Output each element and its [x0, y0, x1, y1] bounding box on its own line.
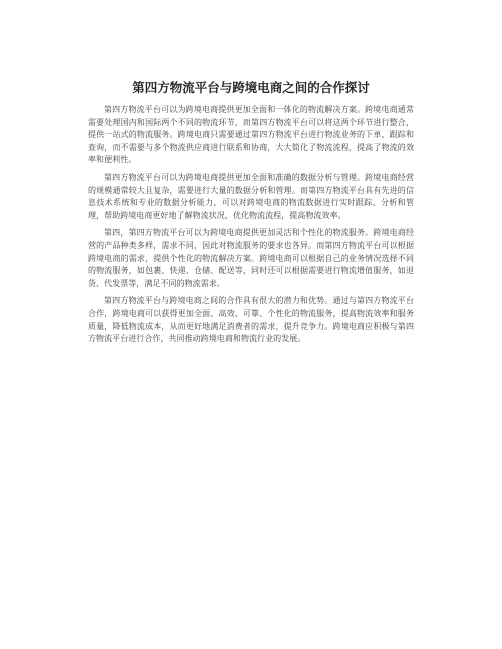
document-title: 第四方物流平台与跨境电商之间的合作探讨: [132, 80, 370, 95]
paragraph-3: 第四，第四方物流平台可以为跨境电商提供更加灵活和个性化的物流服务。跨境电商经营的产品种类多样，需求不同，因此对物流服务的要求也各异。而第四方物流平台可以根据跨境电商的需求，提供个性化的物流解决方案。跨境电商可以根据自己的业务情况选择不同的物流服务，如包裹、快递、仓储、配送等，同时还可以根据需要进行物流增值服务，如退货、代发票等，满足不同的物流需求。: [88, 228, 414, 288]
paragraph-4: 第四方物流平台与跨境电商之间的合作具有很大的潜力和优势。通过与第四方物流平台合作，跨境电商可以获得更加全面、高效、可靠、个性化的物流服务，提高物流效率和服务质量，降低物流成本，从而更好地满足消费者的需求，提升竞争力。跨境电商应积极与第四方物流平台进行合作，共同推动跨境电商和物流行业的发展。: [88, 296, 414, 344]
paragraph-1: 第四方物流平台可以为跨境电商提供更加全面和一体化的物流解决方案。跨境电商通常需要处理国内和国际两个不同的物流环节，而第四方物流平台可以将这两个环节进行整合，提供一站式的物流服务。跨境电商只需要通过第四方物流平台进行物流业务的下单、跟踪和查询，而不需要与多个物流供应商进行联系和协商，大大简化了物流流程，提高了物流的效率和便利性。: [88, 105, 414, 165]
document-body: [88, 104, 414, 351]
paragraph-2: 第四方物流平台可以为跨境电商提供更加全面和准确的数据分析与管理。跨境电商经营的规模通常较大且复杂，需要进行大量的数据分析和管理。而第四方物流平台具有先进的信息技术系统和专业的数据分析能力，可以对跨境电商的物流数据进行实时跟踪、分析和管理，帮助跨境电商更好地了解物流状况，优化物流流程，提高物流效率。: [88, 172, 414, 220]
